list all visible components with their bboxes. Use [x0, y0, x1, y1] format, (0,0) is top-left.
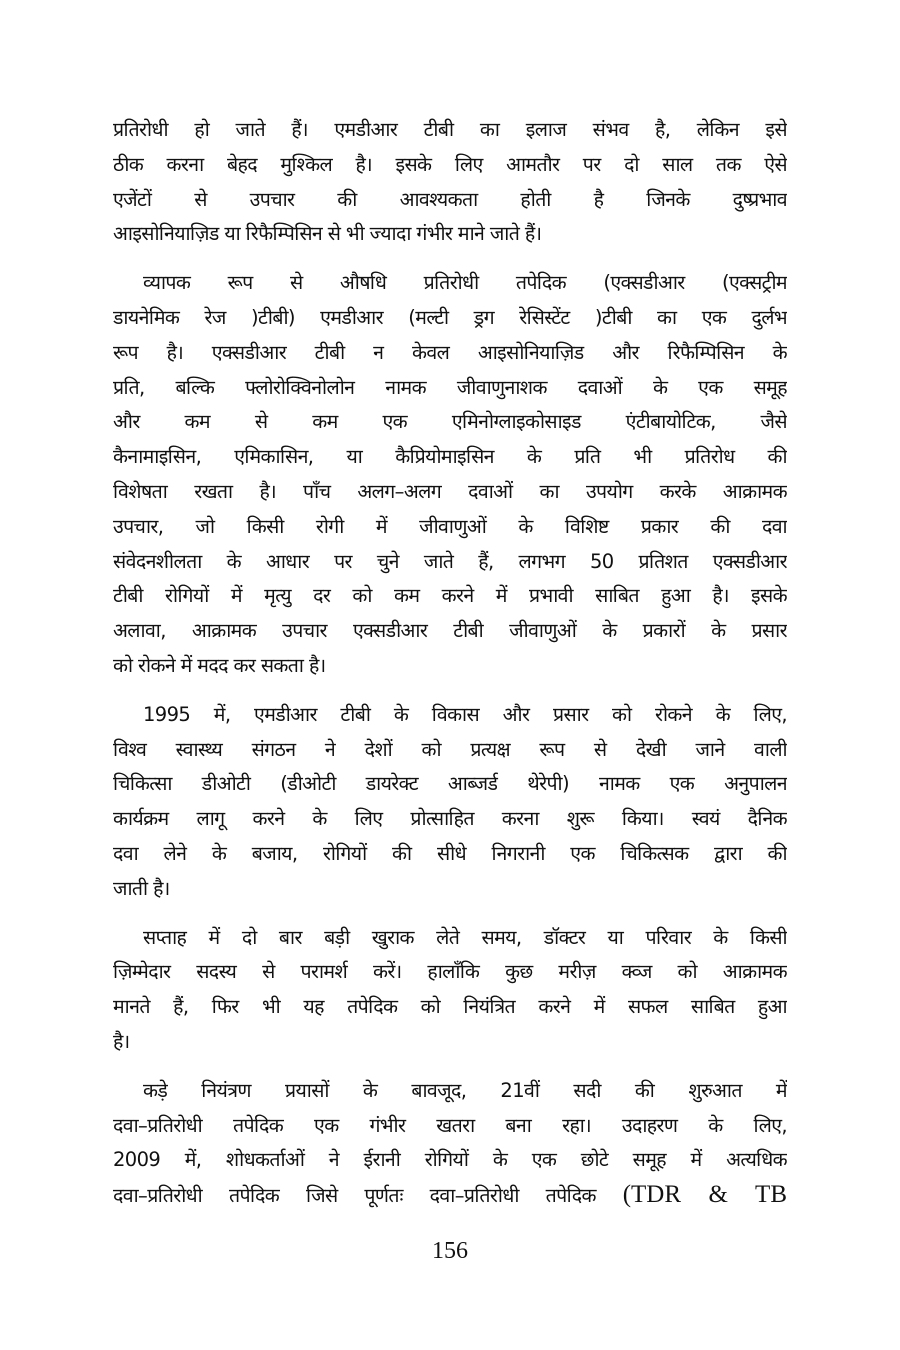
- text-line: कैनामाइसिन, एमिकासिन, या कैप्रियोमाइसिन के प्रति भी प्रतिरोध की: [113, 445, 787, 469]
- text-line: संवेदनशीलता के आधार पर चुने जाते हैं, लगभग 50 प्रतिशत एक्सडीआर: [113, 549, 787, 573]
- paragraph-xdr-tb: [113, 266, 787, 684]
- text-line: विशेषता रखता है। पाँच अलग–अलग दवाओं का उपयोग करके आक्रामक: [113, 479, 787, 503]
- text-line: को रोकने में मदद कर सकता है।: [113, 653, 326, 677]
- text-line: दवा–प्रतिरोधी तपेदिक एक गंभीर खतरा बना रहा। उदाहरण के लिए,: [113, 1113, 787, 1137]
- paragraph-mdr-treatment: [113, 113, 787, 252]
- text-line: दवा लेने के बजाय, रोगियों की सीधे निगरानी एक चिकित्सक द्वारा की: [113, 841, 787, 865]
- text-line: अलावा, आक्रामक उपचार एक्सडीआर टीबी जीवाणुओं के प्रकारों के प्रसार: [113, 619, 787, 643]
- text-line: सप्ताह में दो बार बड़ी खुराक लेते समय, डॉक्टर या परिवार के किसी: [143, 925, 787, 949]
- text-line: कड़े नियंत्रण प्रयासों के बावजूद, 21वीं सदी की शुरुआत में: [143, 1078, 787, 1102]
- page-number: 156: [432, 1238, 468, 1264]
- text-line-hindi: दवा–प्रतिरोधी तपेदिक जिसे पूर्णतः दवा–प्रतिरोधी तपेदिक: [113, 1184, 623, 1208]
- text-line: डायनेमिक रेज )टीबी) एमडीआर (मल्टी ड्रग रेसिस्टेंट )टीबी का एक दुर्लभ: [113, 305, 787, 329]
- text-line: मानते हैं, फिर भी यह तपेदिक को नियंत्रित करने में सफल साबित हुआ: [113, 995, 787, 1019]
- paragraph-weekly-dose: [113, 921, 787, 1060]
- text-line: 2009 में, शोधकर्ताओं ने ईरानी रोगियों के एक छोटे समूह में अत्यधिक: [113, 1148, 787, 1172]
- text-line: 1995 में, एमडीआर टीबी के विकास और प्रसार को रोकने के लिए,: [143, 702, 787, 726]
- document-page: [113, 113, 787, 1227]
- text-line: चिकित्सा डीओटी (डीओटी डायरेक्ट आब्जर्ड थेरेपी) नामक एक अनुपालन: [113, 772, 787, 796]
- text-line: जाती है।: [113, 876, 170, 900]
- text-line: है।: [113, 1029, 130, 1053]
- text-line: आइसोनियाज़िड या रिफैम्पिसिन से भी ज्यादा गंभीर माने जाते हैं।: [113, 222, 542, 246]
- text-line: व्यापक रूप से औषधि प्रतिरोधी तपेदिक (एक्सडीआर (एक्सट्रीम: [143, 271, 787, 295]
- paragraph-21st-century: [113, 1074, 787, 1213]
- text-line: ज़िम्मेदार सदस्य से परामर्श करें। हालाँकि कुछ मरीज़ क्व्ज को आक्रामक: [113, 960, 787, 984]
- paragraph-dots-1995: [113, 698, 787, 907]
- text-line: ठीक करना बेहद मुश्किल है। इसके लिए आमतौर पर दो साल तक ऐसे: [113, 152, 787, 176]
- text-line: कार्यक्रम लागू करने के लिए प्रोत्साहित करना शुरू किया। स्वयं दैनिक: [113, 807, 787, 831]
- text-line: टीबी रोगियों में मृत्यु दर को कम करने में प्रभावी साबित हुआ है। इसके: [113, 584, 787, 608]
- text-line: प्रति, बल्कि फ्लोरोक्विनोलोन नामक जीवाणुनाशक दवाओं के एक समूह: [113, 375, 787, 399]
- text-line: प्रतिरोधी हो जाते हैं। एमडीआर टीबी का इलाज संभव है, लेकिन इसे: [113, 118, 787, 141]
- text-line: [113, 1178, 787, 1213]
- text-line: विश्व स्वास्थ्य संगठन ने देशों को प्रत्यक्ष रूप से देखी जाने वाली: [113, 737, 787, 761]
- text-line: उपचार, जो किसी रोगी में जीवाणुओं के विशिष्ट प्रकार की दवा: [113, 514, 787, 538]
- text-line: और कम से कम एक एमिनोग्लाइकोसाइड एंटीबायोटिक, जैसे: [113, 410, 787, 434]
- text-line-latin: (TDR & TB: [622, 1181, 787, 1209]
- text-line: एजेंटों से उपचार की आवश्यकता होती है जिनके दुष्प्रभाव: [113, 187, 787, 211]
- text-line: रूप है। एक्सडीआर टीबी न केवल आइसोनियाज़िड और रिफैम्पिसिन के: [113, 340, 787, 364]
